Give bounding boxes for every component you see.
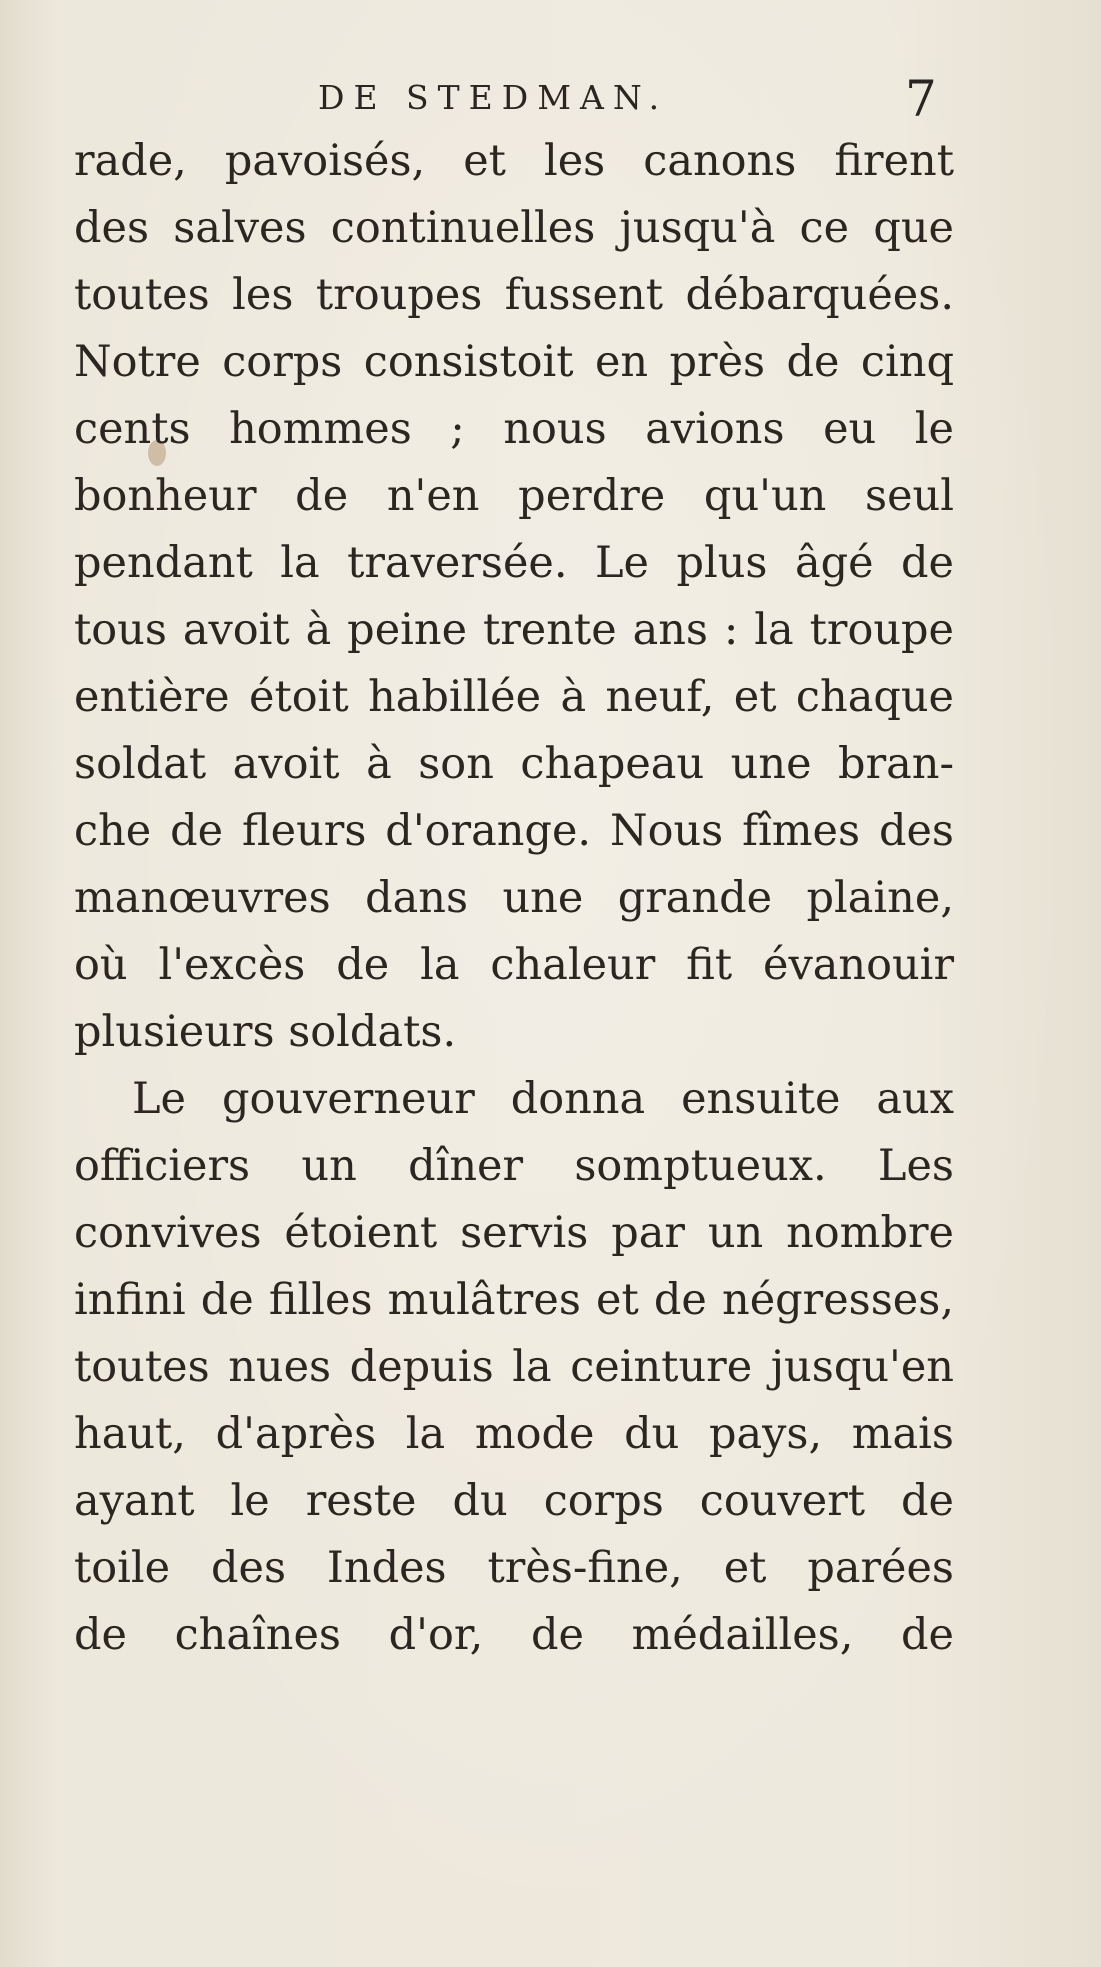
text-line: plusieurs soldats. [74, 1007, 457, 1057]
text-line: toile des Indes très-fine, et parées [74, 1543, 954, 1593]
text-line: tous avoit à peine trente ans : la troupe [74, 605, 954, 655]
page-number: 7 [905, 70, 937, 128]
page-header [0, 70, 1101, 130]
text-line: ayant le reste du corps couvert de [74, 1476, 954, 1526]
text-line: soldat avoit à son chapeau une bran- [74, 739, 954, 789]
text-line: Notre corps consistoit en près de cinq [74, 337, 954, 387]
text-line: haut, d'après la mode du pays, mais [74, 1409, 954, 1459]
text-line: toutes nues depuis la ceinture jusqu'en [74, 1342, 954, 1392]
text-line: convives étoient servis par un nombre [74, 1208, 954, 1258]
text-line: toutes les troupes fussent débarquées. [74, 270, 954, 320]
text-line: de chaînes d'or, de médailles, de [74, 1610, 954, 1660]
text-line: cents hommes ; nous avions eu le [74, 404, 954, 454]
body-text [74, 128, 954, 1669]
text-line: manœuvres dans une grande plaine, [74, 873, 954, 923]
text-line: che de fleurs d'orange. Nous fîmes des [74, 806, 954, 856]
text-line: des salves continuelles jusqu'à ce que [74, 203, 954, 253]
text-line: rade, pavoisés, et les canons firent [74, 136, 954, 186]
text-line: entière étoit habillée à neuf, et chaque [74, 672, 954, 722]
text-line: officiers un dîner somptueux. Les [74, 1141, 954, 1191]
running-title: DE STEDMAN. [318, 78, 669, 117]
text-line: Le gouverneur donna ensuite aux [132, 1074, 954, 1124]
text-line: où l'excès de la chaleur fit évanouir [74, 940, 954, 990]
text-line: infini de filles mulâtres et de négresses, [74, 1275, 954, 1325]
text-line: pendant la traversée. Le plus âgé de [74, 538, 954, 588]
text-line: bonheur de n'en perdre qu'un seul [74, 471, 954, 521]
